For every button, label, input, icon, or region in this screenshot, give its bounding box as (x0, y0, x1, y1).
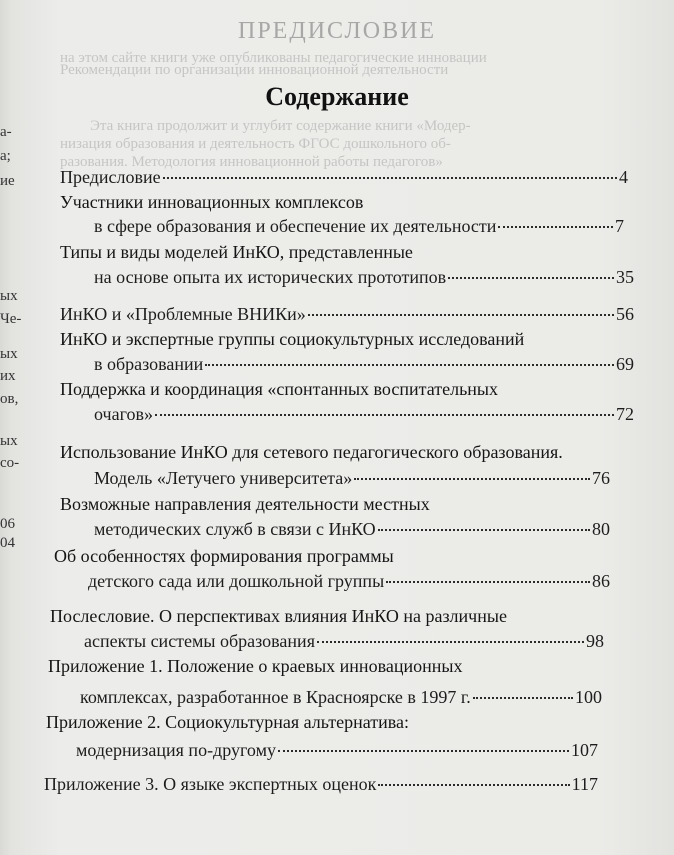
toc-entry-title: детского сада или дошкольной группы (88, 571, 385, 591)
toc-entry-title: Приложение 2. Социокультурная альтернатива: (46, 712, 410, 732)
toc-entry[interactable] (84, 627, 604, 653)
toc-entry[interactable] (94, 350, 634, 376)
toc-entry-title: Поддержка и координация «спонтанных воспитательных (60, 379, 499, 399)
left-fragment: ие (0, 173, 15, 189)
toc-entry[interactable] (60, 163, 628, 189)
dot-leader (386, 563, 590, 583)
dot-leader (308, 296, 614, 316)
dot-leader (278, 732, 569, 752)
dot-leader (354, 460, 590, 480)
toc-page-number: 69 (616, 354, 634, 374)
toc-entry-title: Возможные направления деятельности местных (60, 494, 430, 514)
toc-page-number: 107 (571, 740, 598, 760)
toc-page-number: 56 (616, 304, 634, 324)
toc-page-number: 80 (592, 519, 610, 539)
left-fragment: ых (0, 433, 18, 449)
toc-entry[interactable] (60, 300, 634, 326)
left-fragment: 04 (0, 535, 15, 551)
toc-entry-title: Предисловие (60, 167, 161, 187)
toc-page-number: 86 (592, 571, 610, 591)
toc-entry-title: Участники инновационных комплексов (60, 192, 364, 212)
left-fragment: их (0, 368, 16, 384)
left-fragment: Че- (0, 311, 22, 327)
dot-leader (473, 679, 573, 699)
toc-entry[interactable] (80, 683, 602, 709)
toc-entry-title: Модель «Летучего университета» (94, 468, 353, 488)
left-fragment: ых (0, 288, 18, 304)
toc-entry[interactable] (94, 464, 610, 490)
left-fragment: ых (0, 346, 18, 362)
toc-entry-title: аспекты системы образования (84, 631, 315, 651)
toc-entry[interactable] (94, 263, 634, 289)
dot-leader (448, 259, 614, 279)
toc-page-number: 100 (575, 687, 602, 707)
left-fragment: а- (0, 124, 12, 140)
toc-entry-title: на основе опыта их исторических прототипов (94, 267, 447, 287)
toc-entry[interactable] (94, 515, 610, 541)
toc-entry-title: Использование ИнКО для сетевого педагогического образования. (60, 442, 563, 462)
dot-leader (163, 159, 617, 179)
toc-page-number: 98 (586, 631, 604, 651)
dot-leader (155, 396, 614, 416)
dot-leader (378, 766, 569, 786)
toc-page-number: 117 (571, 774, 598, 794)
toc-entry-title: ИнКО и экспертные группы социокультурных исследований (60, 329, 525, 349)
toc-entry-title: Приложение 1. Положение о краевых инновационных (48, 656, 463, 676)
toc-entry[interactable] (44, 770, 598, 796)
page-title: Содержание (265, 82, 409, 111)
toc-page-number: 4 (619, 167, 628, 187)
toc-entry[interactable] (76, 736, 598, 762)
toc-entry-title: методических служб в связи с ИнКО (94, 519, 376, 539)
toc-entry-title: Об особенностях формирования программы (54, 546, 394, 566)
toc-entry-title: модернизация по-другому (76, 740, 276, 760)
bleed-through-line: Рекомендации по организации инновационной деятельности (60, 62, 449, 78)
toc-entry[interactable] (94, 212, 624, 238)
left-fragment: со- (0, 455, 20, 471)
toc-entry-title: в сфере образования и обеспечение их деятельности (94, 216, 497, 236)
toc-entry-title: Приложение 3. О языке экспертных оценок (44, 774, 377, 794)
toc-page-number: 7 (615, 216, 624, 236)
toc-entry-title: комплексах, разработанное в Красноярске в 1997 г. (80, 687, 471, 707)
dot-leader (317, 623, 584, 643)
toc-page-number: 72 (616, 404, 634, 424)
toc-entry-title: ИнКО и «Проблемные ВНИКи» (60, 304, 306, 324)
bleed-through-line: на этом сайте книги уже опубликованы педагогические инновации (60, 50, 487, 66)
bleed-through-line: разования. Методология инновационной работы педагогов» (60, 154, 443, 170)
toc-entry[interactable] (88, 567, 610, 593)
toc-entry-title: очагов» (94, 404, 154, 424)
toc-entry-title: Послесловие. О перспективах влияния ИнКО на различные (50, 606, 507, 626)
toc-entry-title: Типы и виды моделей ИнКО, представленные (60, 242, 413, 262)
toc-page-number: 35 (616, 267, 634, 287)
toc-entry-title: в образовании (94, 354, 204, 374)
toc-page-number: 76 (592, 468, 610, 488)
bleed-through-line: низация образования и деятельность ФГОС дошкольного об- (60, 136, 451, 152)
bleed-through-heading: ПРЕДИСЛОВИЕ (238, 18, 437, 44)
left-fragment: 06 (0, 516, 15, 532)
toc-entry[interactable] (94, 400, 634, 426)
dot-leader (205, 346, 614, 366)
dot-leader (378, 511, 590, 531)
bleed-through-line: Эта книга продолжит и углубит содержание книги «Модер- (90, 118, 471, 134)
left-fragment: а; (0, 148, 11, 164)
left-fragment: ов, (0, 391, 19, 407)
dot-leader (498, 208, 613, 228)
